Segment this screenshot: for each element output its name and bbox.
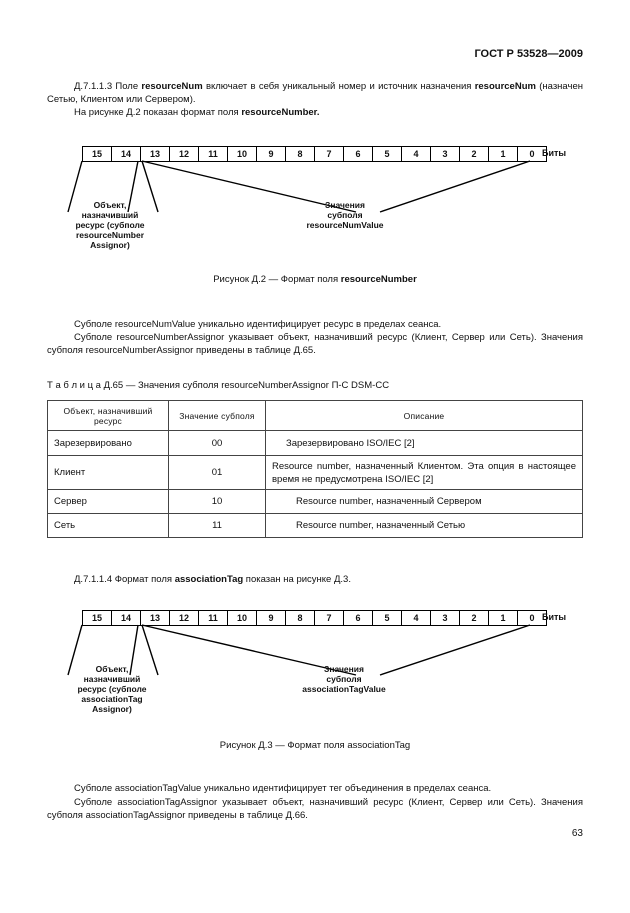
bit-cell: 10 — [227, 611, 256, 625]
document-header: ГОСТ Р 53528—2009 — [474, 48, 583, 60]
bit-cell: 1 — [488, 147, 517, 161]
cell-object: Сервер — [48, 490, 169, 514]
bit-cell: 3 — [430, 147, 459, 161]
text-fragment: включает в себя уникальный номер и источник назначения — [202, 81, 475, 92]
table-caption: Т а б л и ц а Д.65 — Значения субполя resourceNumberAssignor П-С DSM-CC — [47, 380, 390, 391]
bits-label: Биты — [542, 148, 567, 158]
cell-value: 10 — [169, 490, 266, 514]
cell-value: 01 — [169, 456, 266, 490]
label-line: субполя — [327, 210, 363, 220]
bit-cell: 11 — [198, 147, 227, 161]
cell-object: Сеть — [48, 514, 169, 538]
header-value: Значение субполя — [169, 401, 266, 431]
label-line: Объект, — [95, 664, 129, 674]
text-fragment: Д.7.1.1.3 Поле — [74, 81, 142, 92]
text-fragment: показан на рисунке Д.3. — [243, 574, 351, 585]
cell-value: 11 — [169, 514, 266, 538]
term-associationtag: associationTag — [174, 574, 244, 585]
text-fragment: На рисунке Д.2 показан формат поля — [74, 107, 242, 118]
term-resourcenumber: resourceNumber. — [241, 107, 320, 118]
text-fragment: (назначен Сетью, Клиентом или Сервером). — [47, 81, 583, 105]
bit-cell: 5 — [372, 611, 401, 625]
caption-term: resourceNumber — [340, 274, 417, 285]
cell-object: Клиент — [48, 456, 169, 490]
cell-description: Resource number, назначенный Сервером — [266, 490, 583, 514]
label-line: назначивший — [81, 210, 139, 220]
cell-description: Resource number, назначенный Клиентом. Эта опция в настоящее время не предусмотрена ISO/IEC [2] — [266, 456, 583, 490]
bit-cell: 2 — [459, 611, 488, 625]
value-label — [284, 664, 404, 694]
bit-cell: 3 — [430, 611, 459, 625]
text-fragment: Д.7.1.1.4 Формат поля — [74, 574, 175, 585]
term-resourcenum: resourceNum — [141, 81, 203, 92]
header-description: Описание — [266, 401, 583, 431]
bit-cell: 9 — [256, 611, 285, 625]
bit-cell: 1 — [488, 611, 517, 625]
bit-cell: 8 — [285, 147, 314, 161]
bit-cell: 13 — [140, 611, 169, 625]
label-line: resourceNumValue — [306, 220, 384, 230]
cell-value: 00 — [169, 431, 266, 456]
cell-description: Зарезервировано ISO/IEC [2] — [266, 431, 583, 456]
bit-cell: 12 — [169, 611, 198, 625]
figure2-caption: Рисунок Д.3 — Формат поля associationTag — [219, 740, 411, 751]
bit-cell: 15 — [91, 613, 102, 623]
bit-cell: 15 — [91, 149, 102, 159]
bit-cell: 13 — [140, 147, 169, 161]
bit-cell: 2 — [459, 147, 488, 161]
label-line: Значения — [324, 664, 364, 674]
bit-cell: 5 — [372, 147, 401, 161]
bit-cell: 4 — [401, 611, 430, 625]
header-object: Объект, назначивший ресурс — [48, 401, 169, 431]
bit-cell: 7 — [314, 611, 343, 625]
bit-cell: 6 — [343, 147, 372, 161]
label-line: субполя — [326, 674, 362, 684]
paragraph-resourcenumvalue: Субполе resourceNumValue уникально идентифицирует ресурс в пределах сеанса. — [74, 319, 442, 330]
label-line: resourceNumber — [75, 230, 145, 240]
paragraph-associationtagassignor: Субполе associationTagAssignor указывает объект, назначивший ресурс (Клиент, Сервер или Сеть). Значения субполя associationTagAssignor приведены в таблице Д.66. — [47, 797, 583, 821]
label-line: Assignor) — [90, 240, 130, 250]
label-line: ресурс (субполе — [77, 684, 147, 694]
bit-cell: 0 — [517, 147, 546, 161]
bits-label: Биты — [542, 612, 567, 622]
label-line: associationTagValue — [302, 684, 386, 694]
label-line: Значения — [325, 200, 365, 210]
bit-cell: 10 — [227, 147, 256, 161]
label-line: associationTag — [81, 694, 143, 704]
paragraph-associationtagvalue: Субполе associationTagValue уникально идентифицирует тег объединения в пределах сеанса. — [74, 783, 492, 794]
cell-object: Зарезервировано — [48, 431, 169, 456]
bit-cell: 9 — [256, 147, 285, 161]
bit-cell: 12 — [169, 147, 198, 161]
label-line: Assignor) — [92, 704, 132, 714]
bit-cell: 4 — [401, 147, 430, 161]
bit-cell: 6 — [343, 611, 372, 625]
bit-cell: 8 — [285, 611, 314, 625]
cell-description: Resource number, назначенный Сетью — [266, 514, 583, 538]
label-line: Объект, — [93, 200, 127, 210]
label-line: назначивший — [83, 674, 141, 684]
label-line: ресурс (субполе — [75, 220, 145, 230]
assignor-label — [64, 664, 160, 714]
bit-cell: 0 — [517, 611, 546, 625]
page-number: 63 — [571, 828, 583, 839]
bit-cell: 14 — [111, 147, 140, 161]
term-resourcenum: resourceNum — [474, 81, 536, 92]
paragraph-resourcenumberassignor: Субполе resourceNumberAssignor указывает объект, назначивший ресурс (Клиент, Сервер или Сеть). Значения субполя resourceNumberAssignor приведены в таблице Д.65. — [47, 332, 583, 356]
bit-cell: 11 — [198, 611, 227, 625]
bit-cell: 14 — [111, 611, 140, 625]
caption-text: Рисунок Д.2 — Формат поля — [213, 274, 341, 285]
bit-cell: 7 — [314, 147, 343, 161]
